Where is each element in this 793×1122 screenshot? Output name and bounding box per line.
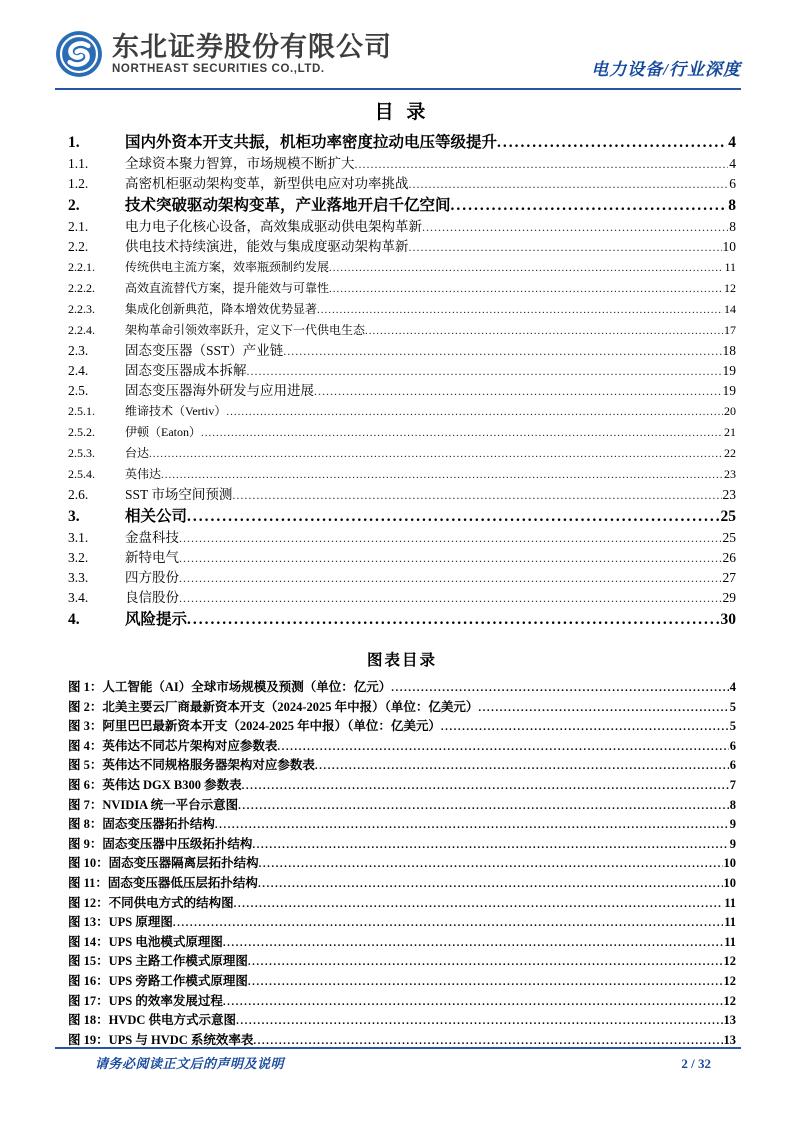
- toc-entry[interactable]: [68, 217, 736, 237]
- toc-entry-number: 4.: [68, 611, 80, 628]
- dot-leader: [187, 608, 719, 631]
- figure-entry[interactable]: [68, 835, 736, 855]
- toc-entry-number: 2.4.: [68, 363, 89, 378]
- toc-entry[interactable]: [68, 257, 736, 278]
- toc-entry-number: 3.1.: [68, 530, 89, 545]
- dot-leader: [179, 588, 722, 608]
- dot-leader: [248, 953, 723, 972]
- toc-entry-page: 19: [722, 363, 736, 378]
- toc-entry-title: 伊顿（Eaton）: [125, 425, 201, 439]
- page-footer: [55, 1053, 741, 1072]
- dot-leader: [238, 797, 729, 816]
- dot-leader: [329, 258, 723, 278]
- figure-entry-label: 图 11：固态变压器低压层拓扑结构: [68, 875, 258, 890]
- toc-entry-title: 高密机柜驱动架构变革，新型供电应对功率挑战: [125, 176, 409, 191]
- toc-entry[interactable]: [68, 443, 736, 464]
- toc-entry[interactable]: [68, 174, 736, 194]
- toc-entry-number: 2.5.3.: [68, 446, 95, 460]
- figure-entry-label: 图 3：阿里巴巴最新资本开支（2024-2025 年中报）（单位：亿美元）: [68, 719, 441, 734]
- toc-entry-title: 维谛技术（Vertiv）: [125, 404, 227, 418]
- toc-entry-page: 26: [722, 550, 736, 565]
- figure-entry-label: 图 18：HVDC 供电方式示意图: [68, 1013, 237, 1028]
- dot-leader: [179, 528, 722, 548]
- figure-list-section: [68, 648, 736, 1050]
- figure-entry-page: 6: [729, 758, 736, 773]
- dot-leader: [223, 993, 723, 1012]
- toc-entry-page: 22: [724, 446, 736, 460]
- toc-entry-page: 21: [724, 425, 736, 439]
- figure-entry[interactable]: [68, 933, 736, 953]
- figure-entry[interactable]: [68, 717, 736, 737]
- figure-entry-label: 图 8：固态变压器拓扑结构: [68, 817, 215, 832]
- dot-leader: [497, 131, 727, 154]
- figure-list: [68, 678, 736, 1050]
- dot-leader: [236, 1012, 722, 1031]
- figure-entry-page: 7: [729, 777, 736, 792]
- toc-entry-page: 8: [729, 219, 736, 234]
- figure-entry[interactable]: [68, 894, 736, 914]
- toc-entry-number: 3.: [68, 508, 80, 525]
- footer-disclaimer: 请务必阅读正文后的声明及说明: [95, 1056, 285, 1071]
- dot-leader: [223, 934, 723, 953]
- figure-entry-page: 11: [724, 895, 736, 910]
- toc-entry-number: 2.5.1.: [68, 404, 95, 418]
- dot-leader: [234, 895, 724, 914]
- figure-entry-page: 5: [729, 699, 736, 714]
- figure-entry[interactable]: [68, 972, 736, 992]
- toc-entry-number: 3.2.: [68, 550, 89, 565]
- table-of-contents: [68, 97, 736, 631]
- figure-entry-page: 10: [723, 875, 736, 890]
- page-number: 2 / 32: [681, 1056, 711, 1071]
- dot-leader: [248, 973, 723, 992]
- figure-entry-page: 11: [724, 915, 736, 930]
- dot-leader: [242, 777, 729, 796]
- toc-entry-number: 2.6.: [68, 487, 89, 502]
- toc-entry-title: 架构革命引领效率跃升，定义下一代供电生态: [125, 323, 366, 337]
- figure-entry-label: 图 2：北美主要云厂商最新资本开支（2024-2025 年中报）（单位：亿美元）: [68, 699, 479, 714]
- toc-entry-title: 新特电气: [125, 550, 179, 565]
- figure-entry[interactable]: [68, 952, 736, 972]
- figure-entry-label: 图 13：UPS 原理图: [68, 915, 173, 930]
- dot-leader: [314, 381, 722, 401]
- figure-entry-page: 12: [723, 954, 736, 969]
- dot-leader: [451, 194, 728, 217]
- figure-entry-label: 图 1：人工智能（AI）全球市场规模及预测（单位：亿元）: [68, 680, 392, 694]
- toc-entry-number: 1.: [68, 134, 80, 151]
- toc-entry[interactable]: [68, 320, 736, 341]
- page-header: [55, 30, 741, 86]
- dot-leader: [283, 341, 721, 361]
- toc-entry-number: 2.5.4.: [68, 467, 95, 481]
- toc-entry-page: 23: [724, 467, 736, 481]
- figure-entry[interactable]: [68, 756, 736, 776]
- toc-entry-title: 固态变压器（SST）产业链: [125, 343, 284, 358]
- toc-entry[interactable]: [68, 299, 736, 320]
- toc-entry-title: 风险提示: [125, 611, 188, 628]
- figure-entry-page: 6: [729, 738, 736, 753]
- toc-entry-page: 29: [722, 590, 736, 605]
- toc-entry-number: 2.2.: [68, 239, 89, 254]
- dot-leader: [179, 548, 722, 568]
- figure-entry-label: 图 10：固态变压器隔离层拓扑结构: [68, 856, 259, 871]
- figure-entry-label: 图 15：UPS 主路工作模式原理图: [68, 954, 248, 969]
- company-logo-icon: [55, 30, 103, 78]
- toc-entry-page: 20: [724, 404, 736, 418]
- dot-leader: [317, 300, 723, 320]
- dot-leader: [441, 718, 729, 737]
- toc-entry-page: 12: [724, 281, 736, 295]
- toc-entry-number: 3.4.: [68, 590, 89, 605]
- dot-leader: [329, 279, 723, 299]
- header-divider: [55, 88, 741, 90]
- figure-entry[interactable]: [68, 1011, 736, 1031]
- figure-entry-label: 图 4：英伟达不同芯片架构对应参数表: [68, 738, 278, 753]
- toc-entry-number: 2.5.: [68, 383, 89, 398]
- toc-entry-title: 金盘科技: [125, 530, 179, 545]
- dot-leader: [391, 679, 728, 698]
- toc-entry-number: 1.1.: [68, 156, 89, 171]
- dot-leader: [409, 174, 729, 194]
- toc-entry-title: 传统供电主流方案，效率瓶颈制约发展: [125, 260, 330, 274]
- toc-entry[interactable]: [68, 422, 736, 443]
- toc-entry[interactable]: [68, 381, 736, 401]
- toc-entry[interactable]: [68, 401, 736, 422]
- figure-entry-label: 图 17：UPS 的效率发展过程: [68, 993, 223, 1008]
- figure-entry[interactable]: [68, 913, 736, 933]
- toc-entry[interactable]: [68, 485, 736, 505]
- toc-entry-number: 3.3.: [68, 570, 89, 585]
- dot-leader: [149, 444, 723, 464]
- toc-entry[interactable]: [68, 505, 736, 528]
- toc-entry-page: 30: [720, 611, 736, 628]
- figure-entry-label: 图 9：固态变压器中压级拓扑结构: [68, 836, 253, 851]
- toc-entry[interactable]: [68, 588, 736, 608]
- toc-entry-number: 2.5.2.: [68, 425, 95, 439]
- toc-entry-number: 2.2.2.: [68, 281, 95, 295]
- toc-entry-page: 8: [728, 197, 736, 214]
- toc-entry-title: 固态变压器成本拆解: [125, 363, 247, 378]
- dot-leader: [365, 321, 723, 341]
- company-name-block: [112, 33, 392, 75]
- toc-entry-title: 四方股份: [125, 570, 179, 585]
- toc-entry-page: 25: [720, 508, 736, 525]
- toc-entry[interactable]: [68, 361, 736, 381]
- toc-entry-title: 技术突破驱动架构变革，产业落地开启千亿空间: [125, 197, 451, 214]
- toc-entry-page: 6: [729, 176, 736, 191]
- toc-entry-title: 固态变压器海外研发与应用进展: [125, 383, 314, 398]
- figure-entry-label: 图 5：英伟达不同规格服务器架构对应参数表: [68, 758, 315, 773]
- toc-entry-page: 4: [728, 134, 736, 151]
- dot-leader: [277, 738, 728, 757]
- toc-entry-title: 英伟达: [125, 467, 162, 481]
- dot-leader: [179, 568, 722, 588]
- figure-entry-page: 9: [729, 817, 736, 832]
- toc-entry[interactable]: [68, 464, 736, 485]
- figure-entry-page: 9: [729, 836, 736, 851]
- figure-entry[interactable]: [68, 796, 736, 816]
- toc-entry-page: 23: [722, 487, 736, 502]
- toc-entry-title: 供电技术持续演进，能效与集成度驱动架构革新: [125, 239, 409, 254]
- dot-leader: [215, 816, 729, 835]
- dot-leader: [201, 423, 723, 443]
- figure-entry-label: 图 6：英伟达 DGX B300 参数表: [68, 777, 242, 792]
- figure-entry[interactable]: [68, 854, 736, 874]
- toc-entry-title: 良信股份: [125, 590, 179, 605]
- toc-entry[interactable]: [68, 568, 736, 588]
- toc-entry[interactable]: [68, 528, 736, 548]
- toc-entry-page: 4: [729, 156, 736, 171]
- toc-entry-page: 25: [722, 530, 736, 545]
- toc-entry[interactable]: [68, 194, 736, 217]
- company-name-cn: 东北证券股份有限公司: [112, 31, 392, 62]
- figure-list-title: 图表目录: [366, 652, 437, 669]
- toc-entry[interactable]: [68, 154, 736, 174]
- figure-entry[interactable]: [68, 992, 736, 1012]
- figure-entry-page: 4: [729, 680, 736, 694]
- figure-entry-page: 12: [723, 973, 736, 988]
- figure-entry-page: 11: [724, 934, 736, 949]
- dot-leader: [226, 402, 723, 422]
- figure-entry-label: 图 16：UPS 旁路工作模式原理图: [68, 973, 248, 988]
- toc-entry[interactable]: [68, 548, 736, 568]
- figure-entry[interactable]: [68, 698, 736, 718]
- figure-entry-label: 图 7：NVIDIA 统一平台示意图: [68, 797, 239, 812]
- figure-entry-page: 13: [723, 1013, 736, 1028]
- toc-entry-title: 全球资本聚力智算，市场规模不断扩大: [125, 156, 355, 171]
- dot-leader: [232, 485, 721, 505]
- company-name-en: NORTHEAST SECURITIES CO.,LTD.: [112, 63, 325, 76]
- dot-leader: [422, 217, 728, 237]
- toc-entry-number: 1.2.: [68, 176, 89, 191]
- dot-leader: [478, 699, 728, 718]
- toc-entry-page: 17: [724, 323, 736, 337]
- toc-entry[interactable]: [68, 131, 736, 154]
- toc-entry-title: 电力电子化核心设备，高效集成驱动供电架构革新: [125, 219, 422, 234]
- figure-entry[interactable]: [68, 776, 736, 796]
- report-category-tag: 电力设备/行业深度: [591, 60, 741, 79]
- toc-entry-page: 11: [724, 260, 736, 274]
- footer-divider: [55, 1047, 741, 1049]
- figure-entry-page: 10: [723, 856, 736, 871]
- dot-leader: [247, 361, 722, 381]
- figure-entry-page: 5: [729, 719, 736, 734]
- figure-entry-page: 12: [723, 993, 736, 1008]
- toc-entry-page: 10: [722, 239, 736, 254]
- toc-entry-number: 2.1.: [68, 219, 89, 234]
- dot-leader: [355, 154, 729, 174]
- toc-entry-number: 2.3.: [68, 343, 89, 358]
- figure-entry[interactable]: [68, 737, 736, 757]
- toc-entry-title: 相关公司: [125, 508, 188, 525]
- toc-entry[interactable]: [68, 608, 736, 631]
- toc-entry-title: 国内外资本开支共振，机柜功率密度拉动电压等级提升: [125, 134, 498, 151]
- toc-entry-page: 14: [724, 302, 736, 316]
- dot-leader: [315, 757, 729, 776]
- toc-entry[interactable]: [68, 237, 736, 257]
- toc-entry-page: 27: [722, 570, 736, 585]
- toc-entry-number: 2.2.3.: [68, 302, 95, 316]
- toc-entry-number: 2.2.1.: [68, 260, 95, 274]
- toc-entry-page: 19: [722, 383, 736, 398]
- toc-list: [68, 131, 736, 631]
- figure-entry-label: 图 12：不同供电方式的结构图: [68, 895, 234, 910]
- toc-entry[interactable]: [68, 341, 736, 361]
- dot-leader: [161, 465, 723, 485]
- toc-entry[interactable]: [68, 278, 736, 299]
- dot-leader: [252, 836, 728, 855]
- figure-entry[interactable]: [68, 815, 736, 835]
- dot-leader: [173, 914, 723, 933]
- figure-entry-label: 图 14：UPS 电池模式原理图: [68, 934, 223, 949]
- toc-title: 目 录: [374, 102, 430, 123]
- toc-entry-number: 2.2.4.: [68, 323, 95, 337]
- toc-entry-title: 集成化创新典范，降本增效优势显著: [125, 302, 318, 316]
- dot-leader: [187, 505, 719, 528]
- figure-entry-page: 8: [729, 797, 736, 812]
- toc-entry-page: 18: [722, 343, 736, 358]
- toc-entry-title: 高效直流替代方案，提升能效与可靠性: [125, 281, 330, 295]
- figure-entry-label: 图 19：UPS 与 HVDC 系统效率表: [68, 1032, 254, 1047]
- dot-leader: [258, 875, 723, 894]
- toc-entry-title: 台达: [125, 446, 150, 460]
- figure-entry[interactable]: [68, 874, 736, 894]
- figure-entry[interactable]: [68, 678, 736, 698]
- dot-leader: [409, 237, 722, 257]
- toc-entry-number: 2.: [68, 197, 80, 214]
- toc-entry-title: SST 市场空间预测: [125, 487, 233, 502]
- dot-leader: [259, 855, 723, 874]
- figure-entry-page: 13: [723, 1032, 736, 1047]
